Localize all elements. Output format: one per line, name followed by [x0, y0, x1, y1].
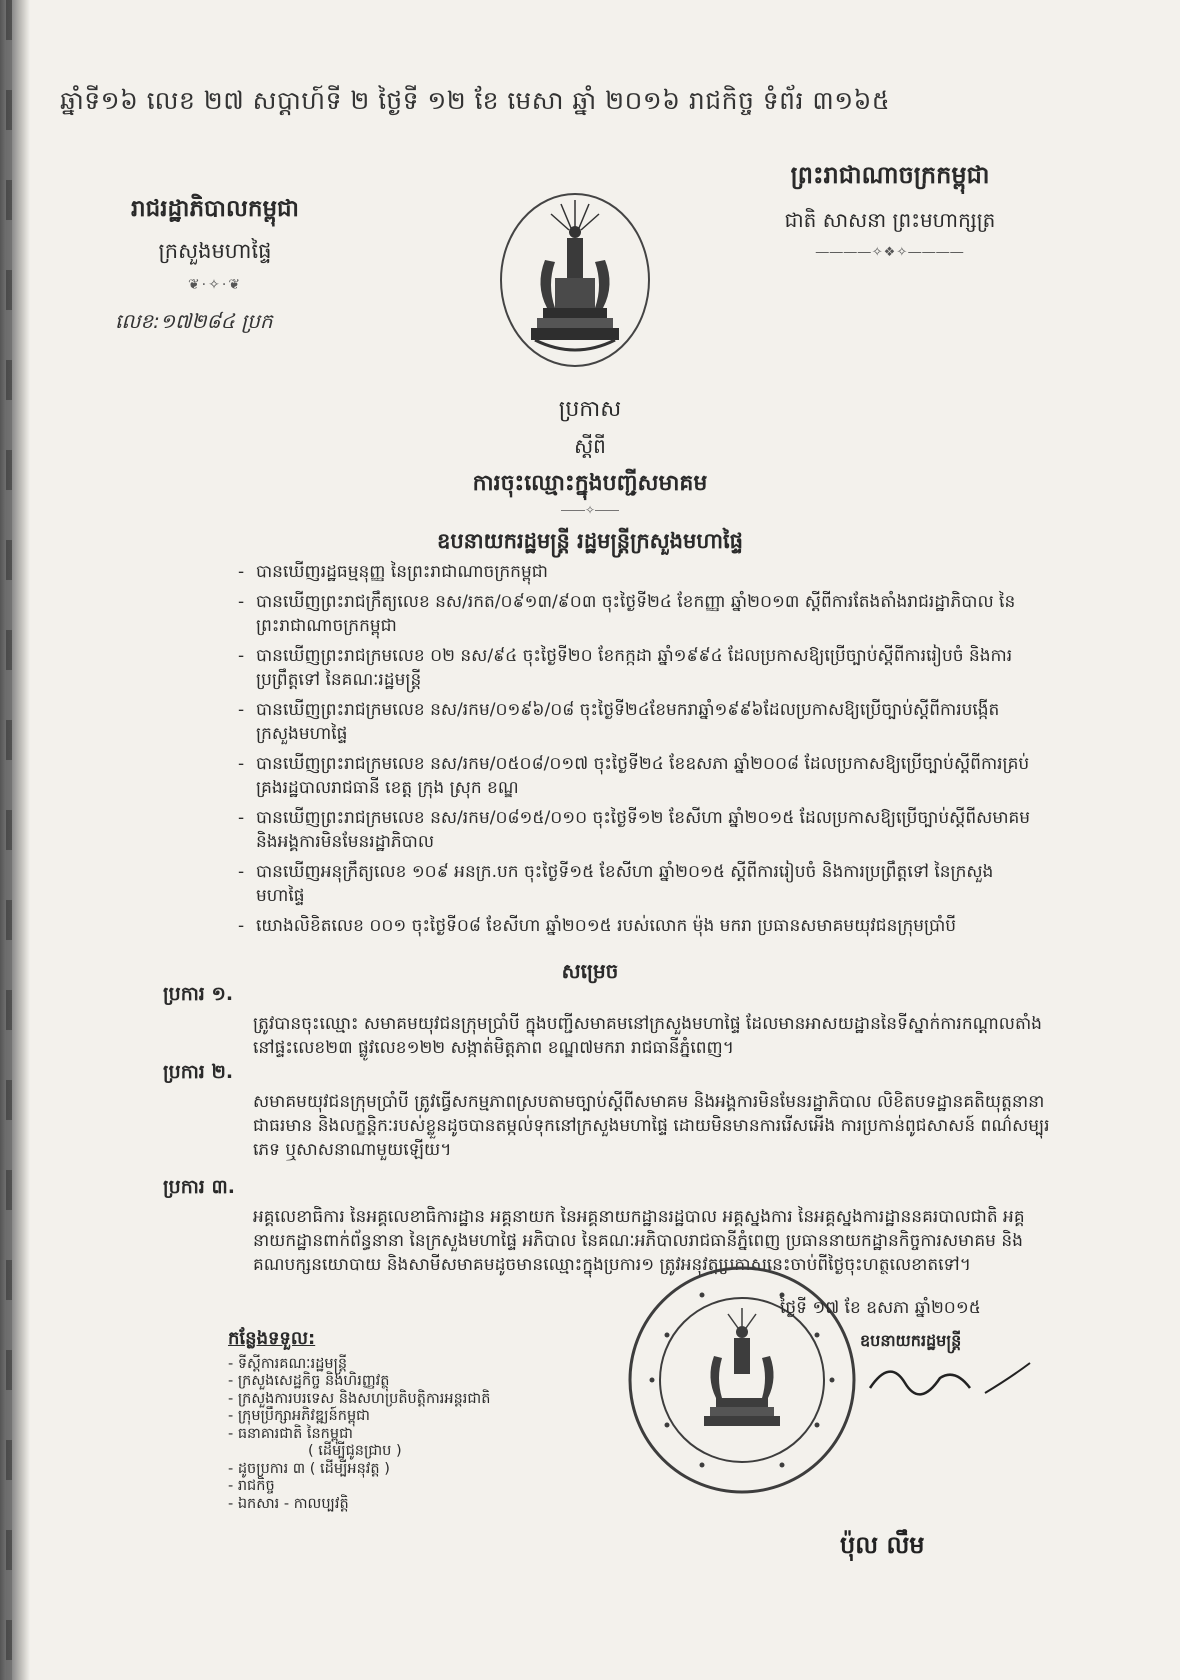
article-heading: ប្រការ ២. [163, 1061, 234, 1083]
recipient-item: - ក្រុមប្រឹក្សាអភិវឌ្ឍន៍កម្ពុជា [228, 1408, 370, 1424]
handwritten-signature [860, 1348, 1060, 1408]
recipients-heading: កន្លែងទទួល: [228, 1328, 316, 1349]
government-name: រាជរដ្ឋាភិបាលកម្ពុជា [131, 196, 299, 222]
regarding-label: ស្ដីពី [574, 434, 606, 458]
article-body: អគ្គលេខាធិការ នៃអគ្គលេខាធិការដ្ឋាន អគ្គនាយក នៃអគ្គនាយកដ្ឋានរដ្ឋបាល អគ្គស្នងការ នៃអគ្គស្នងការដ្ឋាននគរបាលជាតិ អគ្គនាយកដ្ឋានពាក់ព័ន្ធនានា នៃក្រសួងមហាផ្ទៃ អភិបាល នៃគណៈអភិបាលរាជធានីភ្នំពេញ ប្រធាននាយកដ្ឋានកិច្ចការសមាគម និងគណបក្សនយោបាយ និងសាមីសមាគមដូចមានឈ្មោះក្នុងប្រការ១ ត្រូវអនុវត្តប្រកាសនេះចាប់ពីថ្ងៃចុះហត្ថលេខាតទៅ។ [253, 1207, 1025, 1275]
whereas-item: - យោងលិខិតលេខ ០០១ ចុះថ្ងៃទី០៨ ខែសីហា ឆ្នាំ២០១៥ របស់លោក ម៉ុង មករា ប្រធានសមាគមយុវជនក្រុមប្រាំបី [238, 914, 1038, 938]
ministry-emblem-icon [495, 190, 655, 375]
recipients-block [228, 1330, 588, 1513]
reference-number: លេខ:១៧២៨៤ ប្រក [115, 309, 273, 333]
document-type: ប្រកាស [558, 397, 622, 422]
document-subject: ការចុះឈ្មោះក្នុងបញ្ជីសមាគម [472, 471, 708, 496]
official-seal-stamp [622, 1260, 862, 1500]
article-heading: ប្រការ ១. [163, 983, 234, 1005]
decision-heading: សម្រេច [561, 959, 619, 983]
whereas-item: - បានឃើញព្រះរាជក្រឹត្យលេខ នស/រកត/០៩១៣/៩០៣ ចុះថ្ងៃទី២៤ ខែកញ្ញា ឆ្នាំ២០១៣ ស្ដីពីការតែងតាំងរាជរដ្ឋាភិបាល នៃព្រះរាជាណាចក្រកម្ពុជា [238, 590, 1038, 638]
signing-date: ថ្ងៃទី ១៧ ខែ ឧសភា ឆ្នាំ២០១៥ [780, 1298, 981, 1318]
whereas-item: - បានឃើញព្រះរាជក្រមលេខ ០២ នស/៩៤ ចុះថ្ងៃទី២០ ខែកក្កដា ឆ្នាំ១៩៩៤ ដែលប្រកាសឱ្យប្រើច្បាប់ស្ដីពីការរៀបចំ និងការប្រព្រឹត្តទៅ នៃគណៈរដ្ឋមន្ត្រី [238, 644, 1038, 692]
recipient-item: - រាជកិច្ច [228, 1478, 275, 1494]
recipient-item: - ទីស្ដីការគណៈរដ្ឋមន្ត្រី [228, 1355, 348, 1372]
kingdom-name: ព្រះរាជាណាចក្រកម្ពុជា [790, 161, 990, 189]
whereas-item: - បានឃើញព្រះរាជក្រមលេខ នស/រកម/០៨១៥/០១០ ចុះថ្ងៃទី១២ ខែសីហា ឆ្នាំ២០១៥ ដែលប្រកាសឱ្យប្រើច្បាប់ស្ដីពីសមាគម និងអង្គការមិនមែនរដ្ឋាភិបាល [238, 806, 1038, 854]
whereas-item: - បានឃើញអនុក្រឹត្យលេខ ១០៩ អនក្រ.បក ចុះថ្ងៃទី១៥ ខែសីហា ឆ្នាំ២០១៥ ស្ដីពីការរៀបចំ និងការប្រព្រឹត្តទៅ នៃក្រសួងមហាផ្ទៃ [238, 860, 1038, 908]
recipient-item: - ក្រសួងការបរទេស និងសហប្រតិបត្តិការអន្តរជាតិ [228, 1390, 491, 1407]
article-1 [163, 982, 1063, 1060]
recipient-note: ( ដើម្បីជូនជ្រាប ) [308, 1443, 402, 1459]
article-body: សមាគមយុវជនក្រុមប្រាំបី ត្រូវធ្វើសកម្មភាពស្របតាមច្បាប់ស្ដីពីសមាគម និងអង្គការមិនមែនរដ្ឋាភិបាល លិខិតបទដ្ឋានគតិយុត្តនានាជាធរមាន និងលក្ខន្តិកៈរបស់ខ្លួនដូចបានតម្កល់ទុកនៅក្រសួងមហាផ្ទៃ ដោយមិនមានការរើសអើង ការប្រកាន់ពូជសាសន៍ ពណ៌សម្បុរ ភេទ ឬសាសនាណាមួយឡើយ។ [253, 1092, 1050, 1160]
kingdom-header [730, 160, 1050, 260]
national-motto: ជាតិ សាសនា ព្រះមហាក្សត្រ [784, 208, 996, 232]
whereas-item: - បានឃើញព្រះរាជក្រមលេខ នស/រកម/០៥០៨/០១៧ ចុះថ្ងៃទី២៤ ខែឧសភា ឆ្នាំ២០០៨ ដែលប្រកាសឱ្យប្រើច្បាប់ស្ដីពីការគ្រប់គ្រងរដ្ឋបាលរាជធានី ខេត្ត ក្រុង ស្រុក ខណ្ឌ [238, 752, 1038, 800]
signer-position: ឧបនាយករដ្ឋមន្ត្រី [860, 1331, 962, 1350]
whereas-item: - បានឃើញព្រះរាជក្រមលេខ នស/រកម/០១៩៦/០៨ ចុះថ្ងៃទី២៤ខែមករាឆ្នាំ១៩៩៦ដែលប្រកាសឱ្យប្រើច្បាប់ស្ដីពីការបង្កើតក្រសួងមហាផ្ទៃ [238, 698, 1038, 746]
recipient-item: - ធនាគារជាតិ នៃកម្ពុជា [228, 1425, 353, 1442]
signer-name: ប៉ុល លឹម [840, 1531, 925, 1559]
article-3 [163, 1175, 1063, 1277]
signatory-title: ឧបនាយករដ្ឋមន្ត្រី រដ្ឋមន្ត្រីក្រសួងមហាផ្ទៃ [436, 529, 743, 553]
recipients-list [228, 1356, 588, 1514]
article-2 [163, 1060, 1063, 1162]
motto-divider: ――――✧❖✧―――― [815, 245, 965, 260]
decree-title-block [350, 395, 830, 517]
whereas-item: - បានឃើញរដ្ឋធម្មនុញ្ញ នៃព្រះរាជាណាចក្រកម្ពុជា [238, 560, 1038, 584]
recipient-item: - ឯកសារ - កាលប្បវត្តិ [228, 1495, 349, 1512]
ornament-divider: ❦·✧·❦ [187, 277, 243, 293]
ministry-header [80, 195, 350, 293]
recipient-item: - ក្រសួងសេដ្ឋកិច្ច និងហិរញ្ញវត្ថុ [228, 1373, 390, 1389]
title-divider: ――✧―― [560, 503, 620, 517]
gazette-header: ឆ្នាំទី១៦ លេខ ២៧ សប្ដាហ៍ទី ២ ថ្ងៃទី ១២ ខែ មេសា ឆ្នាំ ២០១៦ រាជកិច្ច ទំព័រ ៣១៦៥ [60, 86, 891, 115]
ministry-name: ក្រសួងមហាផ្ទៃ [158, 239, 272, 263]
whereas-list [238, 560, 1038, 944]
article-heading: ប្រការ ៣. [163, 1176, 235, 1198]
article-body: ត្រូវបានចុះឈ្មោះ សមាគមយុវជនក្រុមប្រាំបី ក្នុងបញ្ជីសមាគមនៅក្រសួងមហាផ្ទៃ ដែលមានអាសយដ្ឋាននៃទីស្នាក់ការកណ្ដាលតាំងនៅផ្ទះលេខ២៣ ផ្លូវលេខ១២២ សង្កាត់មិត្តភាព ខណ្ឌ៧មករា រាជធានីភ្នំពេញ។ [253, 1014, 1042, 1058]
recipient-item: - ដូចប្រការ ៣ ( ដើម្បីអនុវត្ត ) [228, 1460, 390, 1477]
